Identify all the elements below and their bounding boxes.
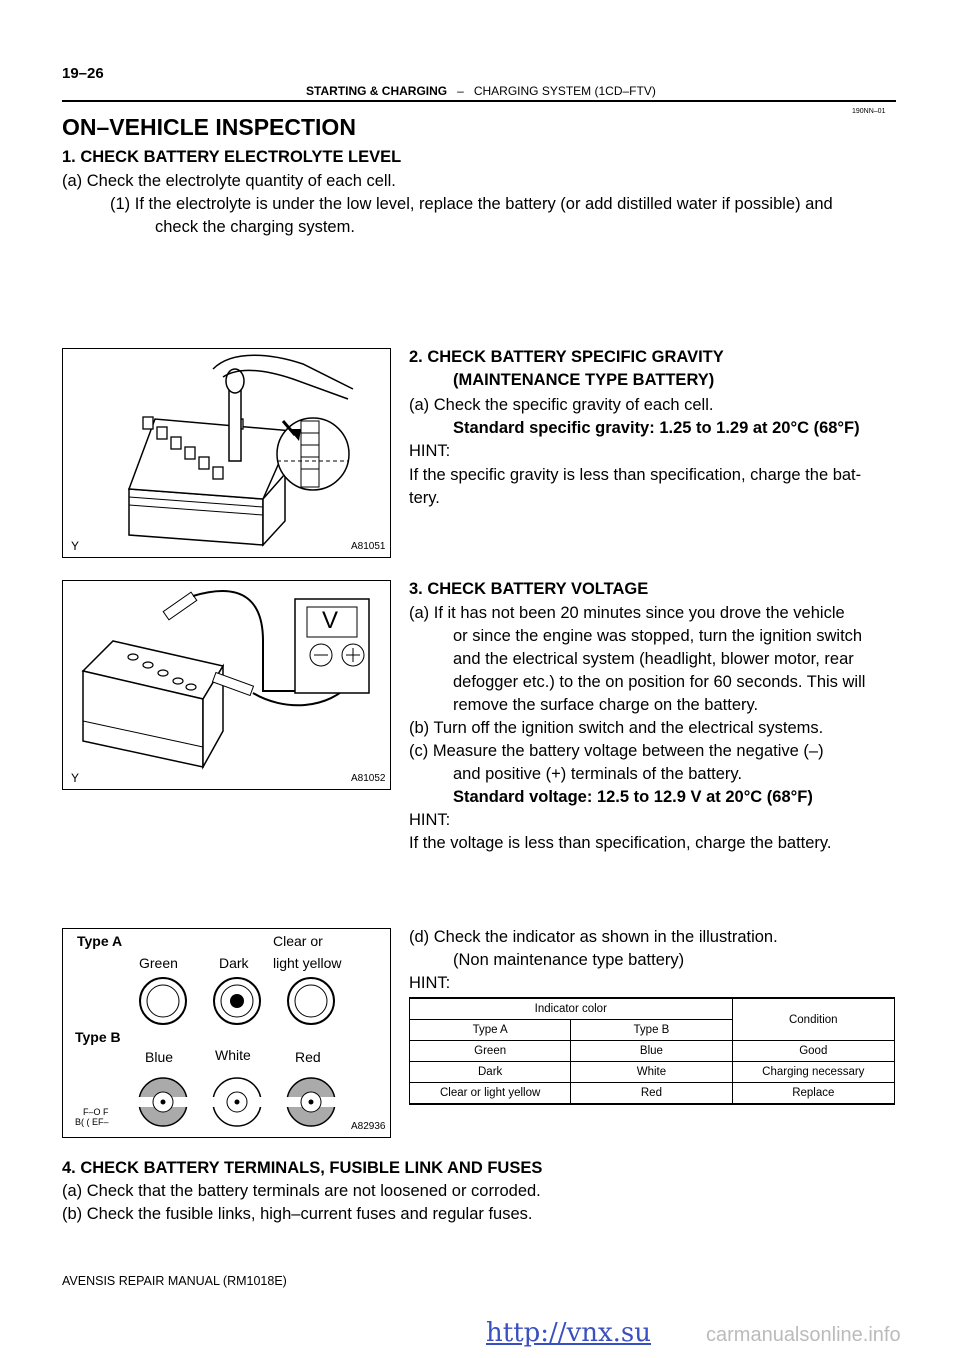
header-dash: – — [457, 84, 464, 98]
indicator-white — [211, 1078, 263, 1126]
running-header — [306, 84, 656, 98]
step2-hint-label: HINT: — [409, 442, 451, 460]
step3-hint2-label: HINT: — [409, 974, 451, 992]
fig1-code: A81051 — [351, 541, 386, 552]
table-cell: Replace — [732, 1083, 894, 1105]
manual-footer: AVENSIS REPAIR MANUAL (RM1018E) — [62, 1274, 287, 1288]
site-watermark: carmanualsonline.info — [706, 1324, 901, 1346]
header-rule — [62, 100, 896, 102]
figure-indicator — [62, 928, 391, 1138]
table-header-type-b: Type B — [571, 1020, 732, 1041]
step2-hint-line1: If the specific gravity is less than specification, charge the bat- — [409, 466, 862, 484]
fig3-mark2: B( ( EF– — [75, 1117, 109, 1127]
page-number: 19–26 — [62, 65, 104, 82]
step4-b: (b) Check the fusible links, high–current fuses and regular fuses. — [62, 1205, 533, 1223]
section-code: 190NN–01 — [852, 108, 886, 115]
fig3-code: A82936 — [351, 1121, 386, 1132]
meter-label: V — [322, 607, 339, 634]
fig3-type-a: Type A — [77, 933, 123, 949]
step3-hint-line1: If the voltage is less than specification, charge the battery. — [409, 834, 832, 852]
fig2-mark: Y — [71, 771, 80, 785]
step1-a: (a) Check the electrolyte quantity of each cell. — [62, 172, 396, 190]
url-watermark[interactable]: http://vnx.su — [486, 1318, 652, 1348]
table-row — [410, 1041, 895, 1062]
table-cell: Blue — [571, 1041, 732, 1062]
fig3-type-b: Type B — [75, 1029, 121, 1045]
table-cell: Dark — [410, 1062, 571, 1083]
fig1-mark: Y — [71, 539, 80, 553]
fig3-clear-line1: Clear or — [273, 933, 323, 949]
step2-a: (a) Check the specific gravity of each cell. — [409, 396, 714, 414]
step3-heading: 3. CHECK BATTERY VOLTAGE — [409, 580, 649, 598]
figure-voltmeter — [62, 580, 391, 790]
indicator-table — [409, 997, 895, 1105]
section-title: STARTING & CHARGING — [306, 84, 448, 98]
step3-c-line1: (c) Measure the battery voltage between the negative (–) — [409, 742, 824, 760]
fig3-clear-line2: light yellow — [273, 955, 342, 971]
step1-a1-line2: check the charging system. — [155, 218, 355, 236]
step2-hint-line2: tery. — [409, 489, 440, 507]
indicator-illustration — [63, 929, 390, 1137]
fig3-white: White — [215, 1047, 251, 1063]
table-cell: Good — [732, 1041, 894, 1062]
fig3-dark: Dark — [219, 955, 249, 971]
subsection-title: CHARGING SYSTEM (1CD–FTV) — [473, 84, 656, 98]
indicator-blue — [137, 1078, 189, 1126]
page-title: ON–VEHICLE INSPECTION — [62, 114, 356, 140]
indicator-red — [285, 1078, 337, 1126]
table-cell: Charging necessary — [732, 1062, 894, 1083]
fig3-green: Green — [139, 955, 178, 971]
figure-hydrometer — [62, 348, 391, 558]
step4-a: (a) Check that the battery terminals are not loosened or corroded. — [62, 1182, 541, 1200]
step3-a-line3: and the electrical system (headlight, blower motor, rear — [453, 650, 854, 668]
step3-c-line2: and positive (+) terminals of the battery. — [453, 765, 743, 783]
fig3-blue: Blue — [145, 1049, 174, 1065]
table-row — [410, 1083, 895, 1105]
table-row — [410, 1062, 895, 1083]
step3-b: (b) Turn off the ignition switch and the electrical systems. — [409, 719, 824, 737]
table-header-condition: Condition — [732, 998, 894, 1041]
table-cell: Red — [571, 1083, 732, 1105]
step2-spec: Standard specific gravity: 1.25 to 1.29 at 20°C (68°F) — [453, 419, 860, 437]
table-cell: White — [571, 1062, 732, 1083]
step3-a-line4: defogger etc.) to the on position for 60 seconds. This will — [453, 673, 866, 691]
fig2-code: A81052 — [351, 773, 386, 784]
step3-a-line5: remove the surface charge on the battery. — [453, 696, 759, 714]
step1-a1-line1: (1) If the electrolyte is under the low level, replace the battery (or add distilled water if possible) and — [110, 195, 833, 213]
step3-a-line2: or since the engine was stopped, turn the ignition switch — [453, 627, 863, 645]
step3-d-line1: (d) Check the indicator as shown in the illustration. — [409, 928, 778, 946]
fig3-mark1: F–O F — [83, 1107, 109, 1117]
step3-spec: Standard voltage: 12.5 to 12.9 V at 20°C (68°F) — [453, 788, 813, 806]
step4-heading: 4. CHECK BATTERY TERMINALS, FUSIBLE LINK AND FUSES — [62, 1159, 543, 1177]
step3-a-line1: (a) If it has not been 20 minutes since you drove the vehicle — [409, 604, 845, 622]
voltmeter-illustration — [63, 581, 390, 789]
step1-heading: 1. CHECK BATTERY ELECTROLYTE LEVEL — [62, 148, 402, 166]
table-header-group: Indicator color — [410, 998, 733, 1020]
step3-hint-label: HINT: — [409, 811, 451, 829]
hydrometer-illustration — [63, 349, 390, 557]
table-header-type-a: Type A — [410, 1020, 571, 1041]
step3-d-line2: (Non maintenance type battery) — [453, 951, 685, 969]
table-cell: Green — [410, 1041, 571, 1062]
table-cell: Clear or light yellow — [410, 1083, 571, 1105]
step2-heading-line1: 2. CHECK BATTERY SPECIFIC GRAVITY — [409, 348, 724, 366]
step2-heading-line2: (MAINTENANCE TYPE BATTERY) — [453, 371, 715, 389]
fig3-red: Red — [295, 1049, 321, 1065]
